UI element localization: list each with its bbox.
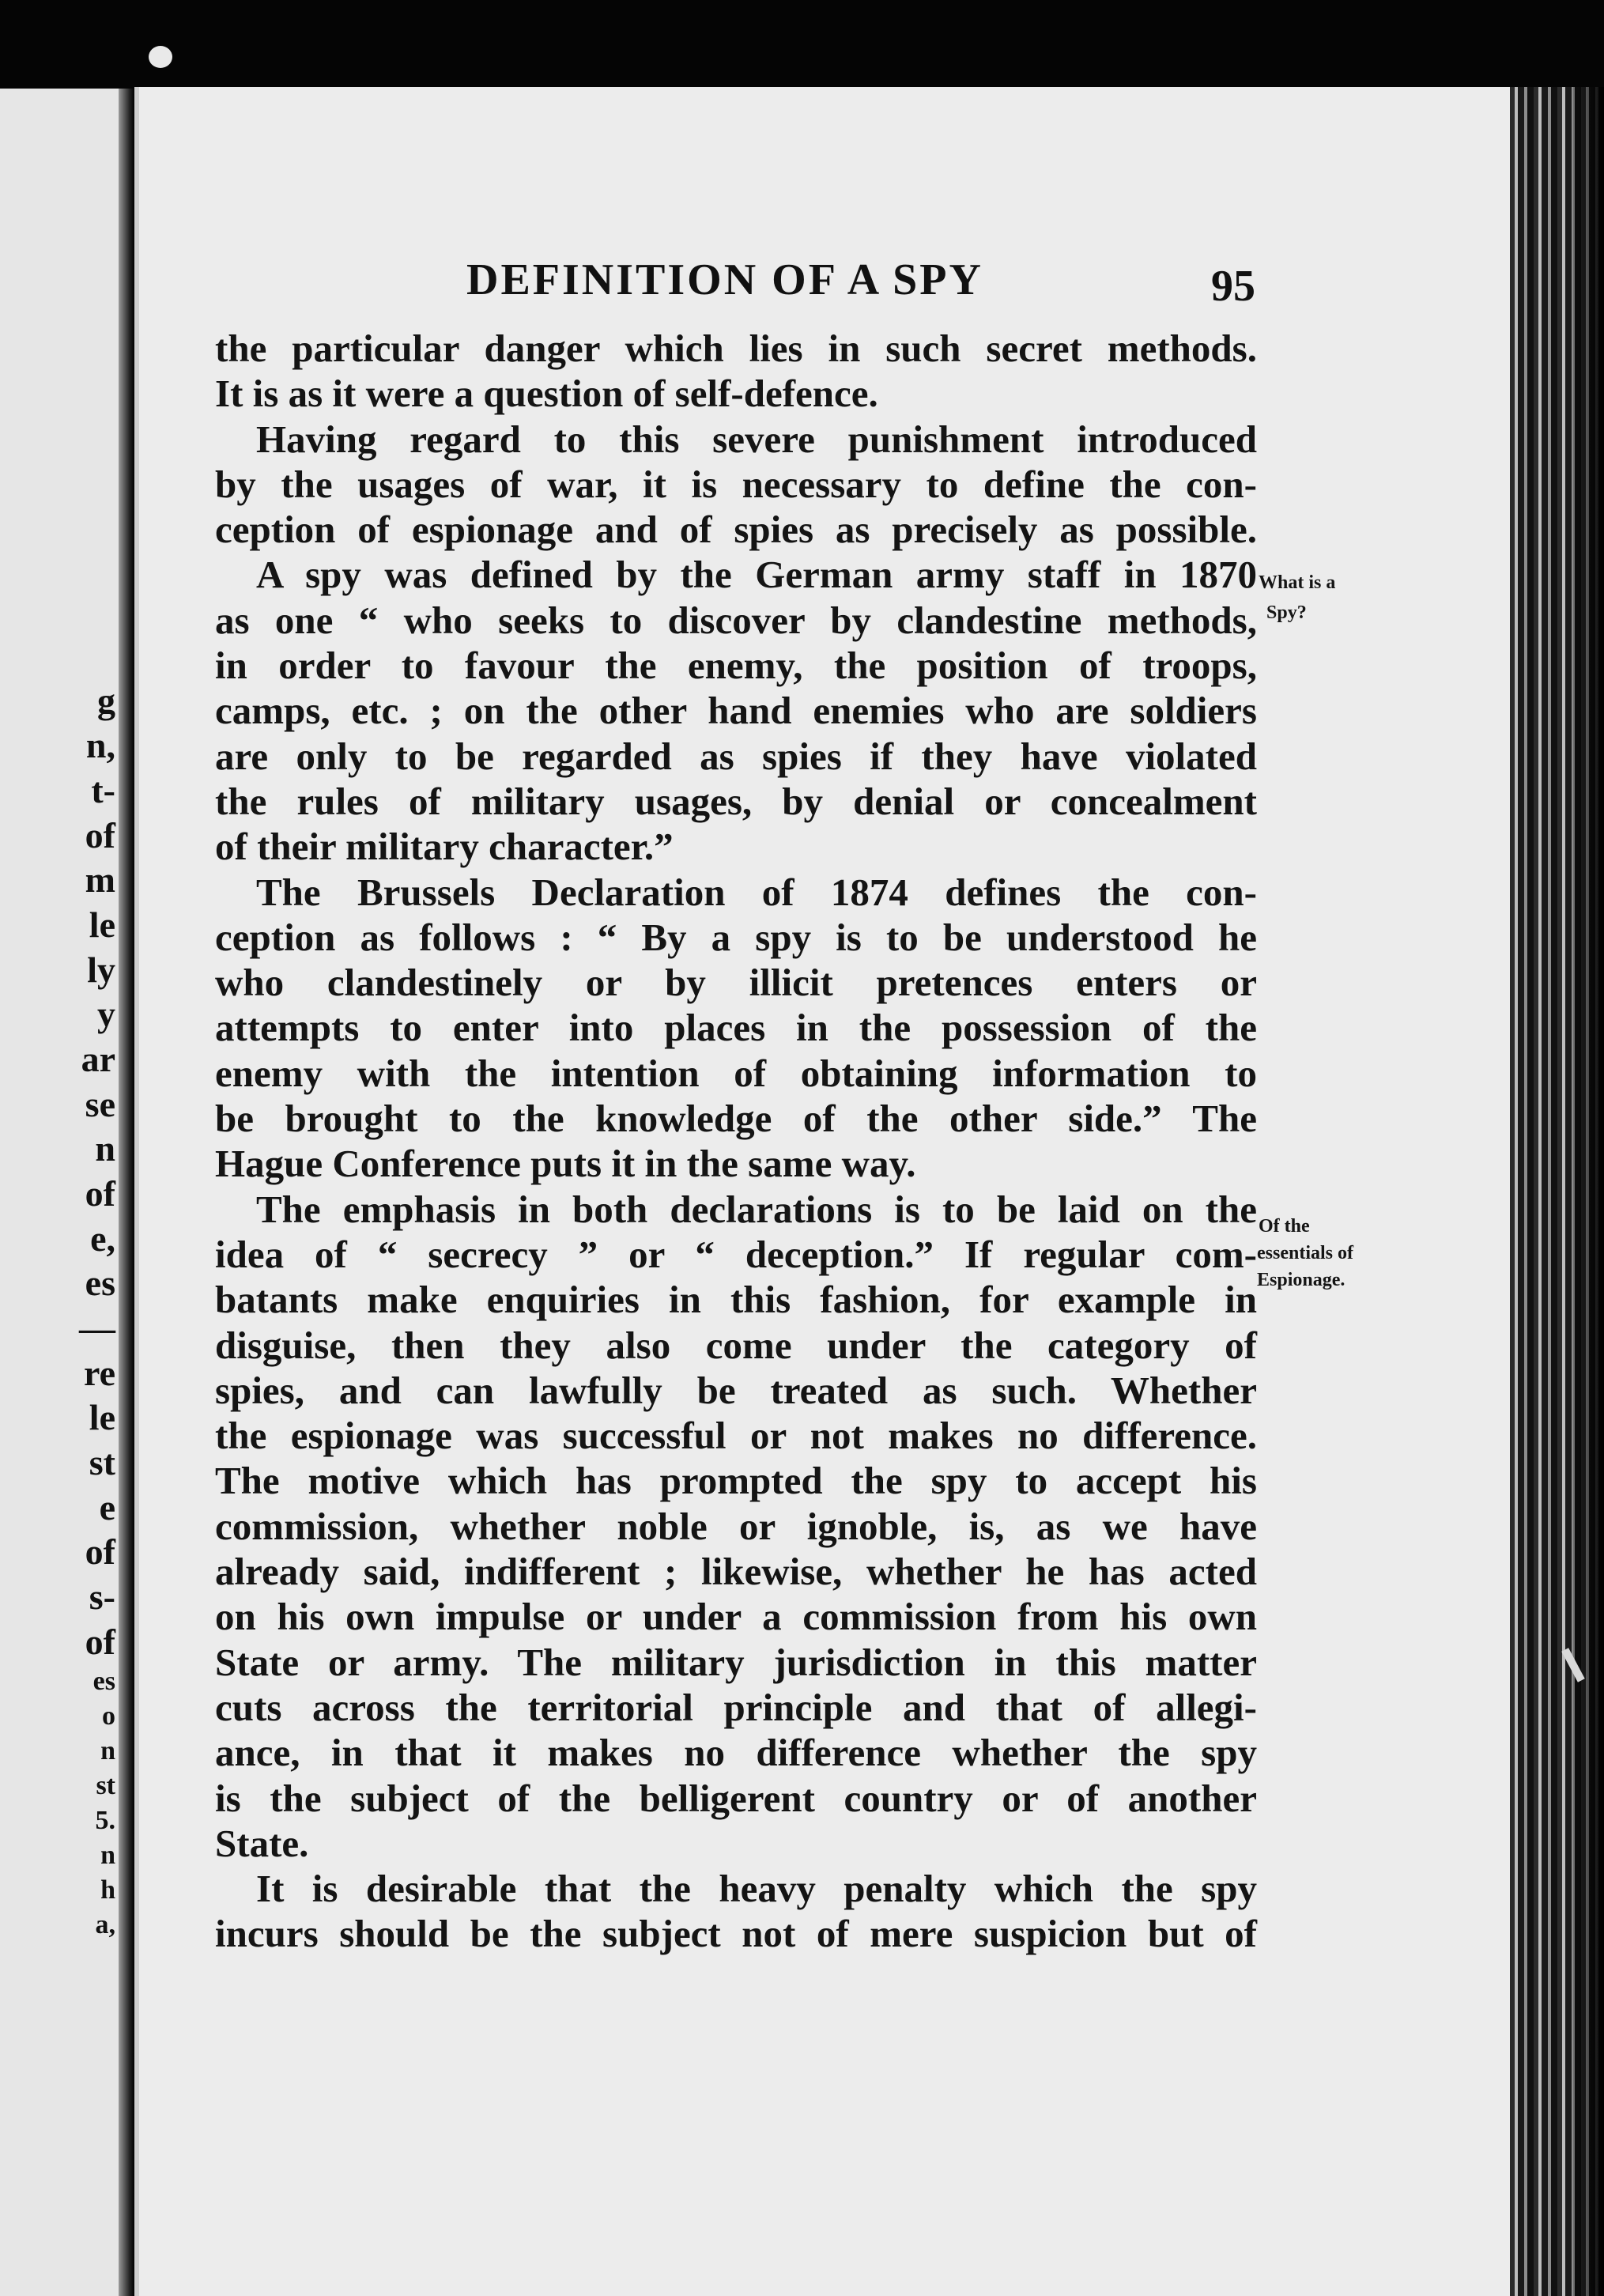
text-line: idea of “ secrecy ” or “ deception.” If regular com-: [215, 1232, 1257, 1276]
text-line: A spy was defined by the German army staff in 1870: [256, 553, 1257, 597]
text-line: cuts across the territorial principle and that of allegi-: [215, 1685, 1257, 1729]
text-line: who clandestinely or by illicit pretences enters or: [215, 961, 1257, 1005]
facing-page-fragment: t-: [91, 770, 115, 810]
text-line: disguise, then they also come under the category of: [215, 1323, 1257, 1367]
facing-page-fragment: y: [97, 994, 115, 1034]
page-number: 95: [1211, 262, 1255, 311]
text-line: The motive which has prompted the spy to accept his: [215, 1459, 1257, 1503]
text-line: State or army. The military jurisdiction in this matter: [215, 1640, 1257, 1684]
facing-page-fragment: of: [85, 815, 115, 855]
text-line: the particular danger which lies in such secret methods.: [215, 327, 1257, 370]
text-line: ance, in that it makes no difference whether the spy: [215, 1731, 1257, 1775]
facing-page-fragment: ar: [81, 1039, 115, 1079]
facing-page-fragment: e,: [90, 1218, 115, 1259]
margin-note: essentials of: [1257, 1243, 1353, 1263]
text-line: It is desirable that the heavy penalty which the spy: [256, 1867, 1257, 1911]
text-line: be brought to the knowledge of the other side.” The: [215, 1097, 1257, 1141]
running-head: DEFINITION OF A SPY: [466, 255, 983, 304]
facing-page-fragment: m: [85, 859, 115, 900]
text-line: ception as follows : “ By a spy is to be understood he: [215, 915, 1257, 959]
facing-page-fragment: ly: [87, 950, 115, 990]
text-line: attempts to enter into places in the possession of the: [215, 1006, 1257, 1050]
text-line: commission, whether noble or ignoble, is, as we have: [215, 1504, 1257, 1548]
facing-page-fragment: e: [99, 1487, 115, 1528]
facing-page-fragment: o: [102, 1701, 115, 1731]
text-line: spies, and can lawfully be treated as such. Whether: [215, 1368, 1257, 1412]
facing-page-fragment: a,: [95, 1910, 115, 1939]
facing-page-fragment: of: [85, 1622, 115, 1662]
text-line: already said, indifferent ; likewise, whether he has acted: [215, 1550, 1257, 1594]
text-line: on his own impulse or under a commission from his own: [215, 1595, 1257, 1639]
text-line: ception of espionage and of spies as precisely as possible.: [215, 508, 1257, 552]
facing-page-fragment: h: [100, 1875, 115, 1905]
text-line: incurs should be the subject not of mere suspicion but of: [215, 1912, 1257, 1956]
facing-page-fragment: n,: [85, 725, 115, 765]
text-line: It is as it were a question of self-defence.: [215, 372, 878, 416]
facing-page-fragment: st: [89, 1442, 115, 1482]
facing-page-fragment: n: [95, 1128, 115, 1169]
margin-note: What is a: [1259, 572, 1336, 593]
text-line: camps, etc. ; on the other hand enemies who are soldiers: [215, 689, 1257, 733]
text-line: The Brussels Declaration of 1874 defines the con-: [256, 870, 1257, 914]
facing-page-fragment: of: [85, 1173, 115, 1214]
text-line: Having regard to this severe punishment introduced: [256, 417, 1257, 461]
facing-page-fragment: se: [85, 1084, 115, 1124]
text-line: are only to be regarded as spies if they have violated: [215, 734, 1257, 778]
text-line: The emphasis in both declarations is to be laid on the: [256, 1187, 1257, 1231]
facing-page-edge: [0, 89, 119, 2296]
text-line: is the subject of the belligerent country or of another: [215, 1776, 1257, 1820]
facing-page-fragment: 5.: [95, 1806, 115, 1835]
text-line: in order to favour the enemy, the position of troops,: [215, 644, 1257, 688]
body-text: [215, 326, 1257, 1957]
facing-page-fragment: of: [85, 1531, 115, 1572]
facing-page-fragment: —: [79, 1308, 115, 1348]
text-line: State.: [215, 1821, 309, 1865]
facing-page-fragment: s-: [89, 1577, 115, 1617]
page-edges-shadow: [1573, 87, 1604, 2296]
margin-note: Spy?: [1266, 602, 1307, 623]
text-line: the espionage was successful or not makes no difference.: [215, 1414, 1257, 1458]
text-line: enemy with the intention of obtaining information to: [215, 1051, 1257, 1095]
facing-page-fragment: le: [89, 1397, 115, 1437]
facing-page-fragment: re: [83, 1353, 115, 1393]
facing-page-fragment: n: [100, 1736, 115, 1765]
facing-page-fragment: es: [92, 1667, 115, 1696]
facing-page-fragment: g: [97, 681, 115, 721]
facing-page-fragment: le: [89, 904, 115, 945]
facing-page-fragment: es: [85, 1263, 115, 1303]
facing-page-fragment: n: [100, 1841, 115, 1870]
text-line: batants make enquiries in this fashion, for example in: [215, 1278, 1257, 1322]
book-gutter: [119, 89, 134, 2296]
margin-note: Espionage.: [1257, 1270, 1345, 1290]
scan-speck: [149, 46, 172, 68]
text-line: by the usages of war, it is necessary to define the con-: [215, 462, 1257, 506]
text-line: as one “ who seeks to discover by clandestine methods,: [215, 598, 1257, 642]
facing-page-fragment: st: [96, 1771, 115, 1800]
text-line: the rules of military usages, by denial or concealment: [215, 779, 1257, 823]
text-line: of their military character.”: [215, 825, 674, 869]
margin-note: Of the: [1259, 1216, 1310, 1237]
text-line: Hague Conference puts it in the same way.: [215, 1142, 916, 1186]
